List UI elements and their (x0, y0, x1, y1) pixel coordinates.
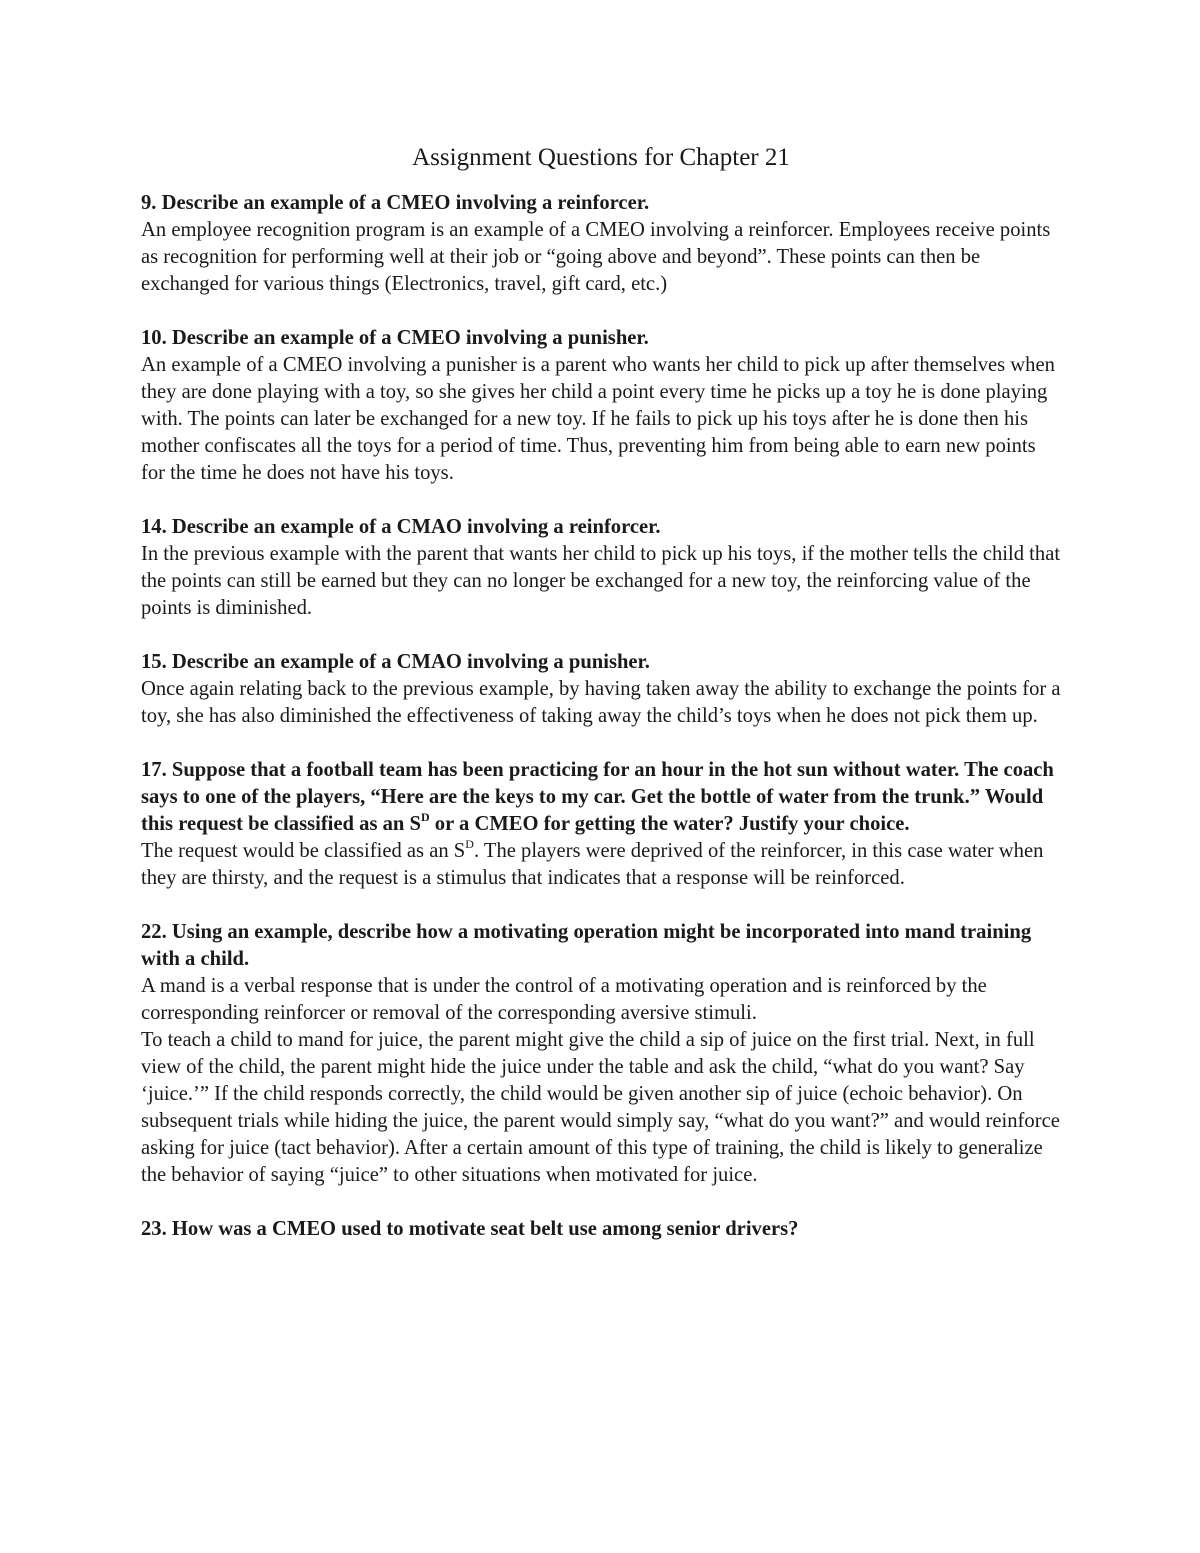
document-page (141, 140, 1061, 1270)
answer-22-paragraph-2: To teach a child to mand for juice, the parent might give the child a sip of juice on the first trial. Next, in full view of the child, the parent might hide the juice under the table and ask the child, “what do you want? Say ‘juice.’” If the child responds correctly, the child would be given another sip of juice (echoic behavior). On subsequent trials while hiding the juice, the parent would simply say, “what do you want?” and would reinforce asking for juice (tact behavior). After a certain amount of this type of training, the child is likely to generalize the behavior of saying “juice” to other situations when motivated for juice. (141, 1029, 1060, 1186)
question-block-9 (141, 190, 1061, 298)
question-17-text-b: or a CMEO for getting the water? Justify your choice. (429, 813, 910, 835)
question-17-superscript: D (420, 810, 430, 824)
document-title: Assignment Questions for Chapter 21 (412, 144, 790, 171)
answer-15: Once again relating back to the previous example, by having taken away the ability to exchange the points for a toy, she has also diminished the effectiveness of taking away the child’s toys when he does not pick them up. (141, 678, 1061, 727)
question-block-15 (141, 649, 1061, 730)
question-23: 23. How was a CMEO used to motivate seat belt use among senior drivers? (141, 1218, 799, 1240)
answer-10: An example of a CMEO involving a punisher is a parent who wants her child to pick up after themselves when they are done playing with a toy, so she gives her child a point every time he picks up a toy he is done playing with. The points can later be exchanged for a new toy. If he fails to pick up his toys after he is done then his mother confiscates all the toys for a period of time. Thus, preventing him from being able to earn new points for the time he does not have his toys. (141, 354, 1055, 484)
question-block-22 (141, 919, 1061, 1189)
question-17-text-a: 17. Suppose that a football team has been practicing for an hour in the hot sun without water. The coach says to one of the players, “Here are the keys to my car. Get the bottle of water from the trunk.” Would this request be classified as an S (141, 759, 1054, 835)
answer-14: In the previous example with the parent that wants her child to pick up his toys, if the mother tells the child that the points can still be earned but they can no longer be exchanged for a new toy, the reinforcing value of the points is diminished. (141, 543, 1061, 619)
question-block-23 (141, 1216, 1061, 1243)
question-block-14 (141, 514, 1061, 622)
answer-9: An employee recognition program is an example of a CMEO involving a reinforcer. Employees receive points as recognition for performing well at their job or “going above and beyond”. These points can then be exchanged for various things (Electronics, travel, gift card, etc.) (141, 219, 1051, 295)
answer-22-paragraph-1: A mand is a verbal response that is under the control of a motivating operation and is reinforced by the corresponding reinforcer or removal of the corresponding aversive stimuli. (141, 975, 987, 1024)
question-9: 9. Describe an example of a CMEO involving a reinforcer. (141, 192, 650, 214)
question-15: 15. Describe an example of a CMAO involving a punisher. (141, 651, 650, 673)
question-17 (141, 757, 1061, 838)
question-22: 22. Using an example, describe how a motivating operation might be incorporated into mand training with a child. (141, 921, 1032, 970)
answer-17-text-b: . The players were deprived of the reinforcer, in this case water when they are thirsty, and the request is a stimulus that indicates that a response will be reinforced. (141, 840, 1044, 889)
question-10: 10. Describe an example of a CMEO involving a punisher. (141, 327, 649, 349)
question-block-10 (141, 325, 1061, 487)
answer-17-text-a: The request would be classified as an S (141, 840, 466, 862)
question-14: 14. Describe an example of a CMAO involving a reinforcer. (141, 516, 661, 538)
question-block-17 (141, 757, 1061, 892)
answer-17-superscript: D (465, 837, 474, 851)
answer-17 (141, 838, 1061, 892)
